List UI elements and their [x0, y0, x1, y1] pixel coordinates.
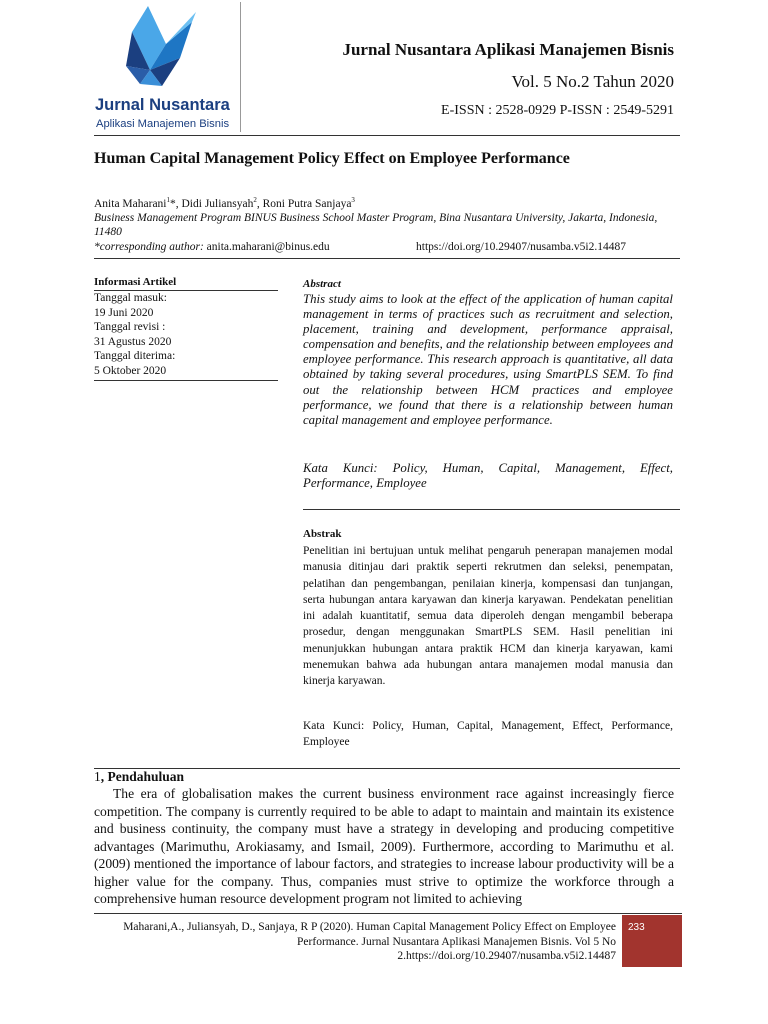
journal-name: Jurnal Nusantara Aplikasi Manajemen Bisnis	[342, 40, 674, 59]
article-title: Human Capital Management Policy Effect on Employee Performance	[94, 150, 570, 167]
author-affil-mark: 1	[166, 196, 170, 204]
journal-volume: Vol. 5 No.2 Tahun 2020	[511, 72, 674, 91]
author-affil-mark: 3	[351, 196, 355, 204]
section-heading	[94, 769, 184, 785]
article-info-heading: Informasi Artikel	[94, 276, 177, 288]
accepted-date: 5 Oktober 2020	[94, 364, 167, 377]
abstract-heading: Abstract	[303, 278, 341, 290]
header-divider	[240, 2, 241, 132]
intro-paragraph: The era of globalisation makes the current business environment race against increasingly fierce competition. The company is currently required to be able to adapt to maintain and maintain its existence and business continuity, the company must have a strategy in developing and producing competitive advantages (Marimuthu, Arokiasamy, and Ismail, 2009). Furthermore, according to Marimuthu et al. (2009) mentioned the importance of labour factors, and strategies to increase labour productivity will be a higher value for the company. Thus, companies must strive to optimize the workforce through a comprehensive human resource development program not limited to achieving	[94, 786, 674, 906]
abstract-rule	[303, 509, 680, 510]
corresponding-author	[94, 241, 330, 253]
author-name: Didi Juliansyah	[181, 197, 254, 210]
abstrak-text: Penelitian ini bertujuan untuk melihat pengaruh penerapan manajemen modal manusia ditinjau dari praktik seperti rekrutmen dan seleksi, penempatan, pelatihan dan pengembangan, penilaian kinerja, kompensasi dan tunjangan, serta hubungan antara karyawan dan kinerja karyawan. Pendekatan penelitian ini adalah kuantitatif, semua data diperoleh dengan mengambil beberapa prosedur, dengan menggunakan SmartPLS SEM. Hasil penelitian ini menunjukkan hubungan antara praktik HCM dan kinerja karyawan, kami menemukan bahwa ada hubungan antara manajemen modal manusia dan kinerja karyawan.	[303, 545, 673, 688]
footer-citation: Maharani,A., Juliansyah, D., Sanjaya, R P (2020). Human Capital Management Policy Effect on Employee Performance. Jurnal Nusantara Aplikasi Manajemen Bisnis. Vol 5 No 2.https://doi.org/10.29407/nusamba.v5i2.14487	[123, 921, 616, 963]
author-affiliation: Business Management Program BINUS Business School Master Program, Bina Nusantara University, Jakarta, Indonesia, 11480	[94, 212, 658, 238]
header-rule	[94, 135, 680, 136]
corresponding-email[interactable]: anita.maharani@binus.edu	[203, 241, 330, 253]
corresponding-mark: *,	[170, 197, 182, 210]
footer-rule	[94, 913, 682, 914]
author-name: Roni Putra Sanjaya	[262, 197, 352, 210]
logo-mark-icon	[90, 0, 240, 135]
journal-logo	[90, 0, 240, 135]
revised-date: 31 Agustus 2020	[94, 335, 172, 348]
title-rule	[94, 258, 680, 259]
author-separator: ,	[256, 197, 263, 210]
received-label: Tanggal masuk:	[94, 292, 167, 304]
abstrak-heading: Abstrak	[303, 528, 342, 540]
author-list	[94, 196, 355, 210]
logo-subtitle: Aplikasi Manajemen Bisnis	[96, 118, 230, 130]
journal-issn: E-ISSN : 2528-0929 P-ISSN : 2549-5291	[441, 103, 674, 118]
abstract-keywords: Kata Kunci: Policy, Human, Capital, Management, Effect, Performance, Employee	[303, 461, 673, 491]
info-rule	[94, 380, 278, 381]
author-affil-mark: 2	[253, 196, 257, 204]
article-info-list	[94, 291, 175, 379]
logo-title: Jurnal Nusantara	[95, 96, 230, 114]
corresponding-label: *corresponding author:	[94, 241, 204, 253]
section-title: , Pendahuluan	[100, 769, 185, 784]
accepted-label: Tanggal diterima:	[94, 350, 176, 363]
author-name: Anita Maharani	[94, 197, 167, 210]
page-number: 233	[628, 922, 645, 933]
doi-link[interactable]: https://doi.org/10.29407/nusamba.v5i2.14487	[416, 241, 626, 253]
revised-label: Tanggal revisi :	[94, 321, 166, 334]
abstrak-keywords: Kata Kunci: Policy, Human, Capital, Management, Effect, Performance, Employee	[303, 720, 673, 749]
received-date: 19 Juni 2020	[94, 306, 154, 319]
section-number: 1	[94, 769, 101, 784]
abstract-text: This study aims to look at the effect of the application of human capital management in terms of practices such as recruitment and selection, placement, training and development, performance appraisal, compensation and benefits, and the relationship between employees and employee performance. This research approach is quantitative, all data obtained by taking several procedures, using SmartPLS SEM. To find out the relationship between HCM practices and employee performance, we found that there is a relationship between human capital management and employee performance.	[303, 292, 673, 427]
